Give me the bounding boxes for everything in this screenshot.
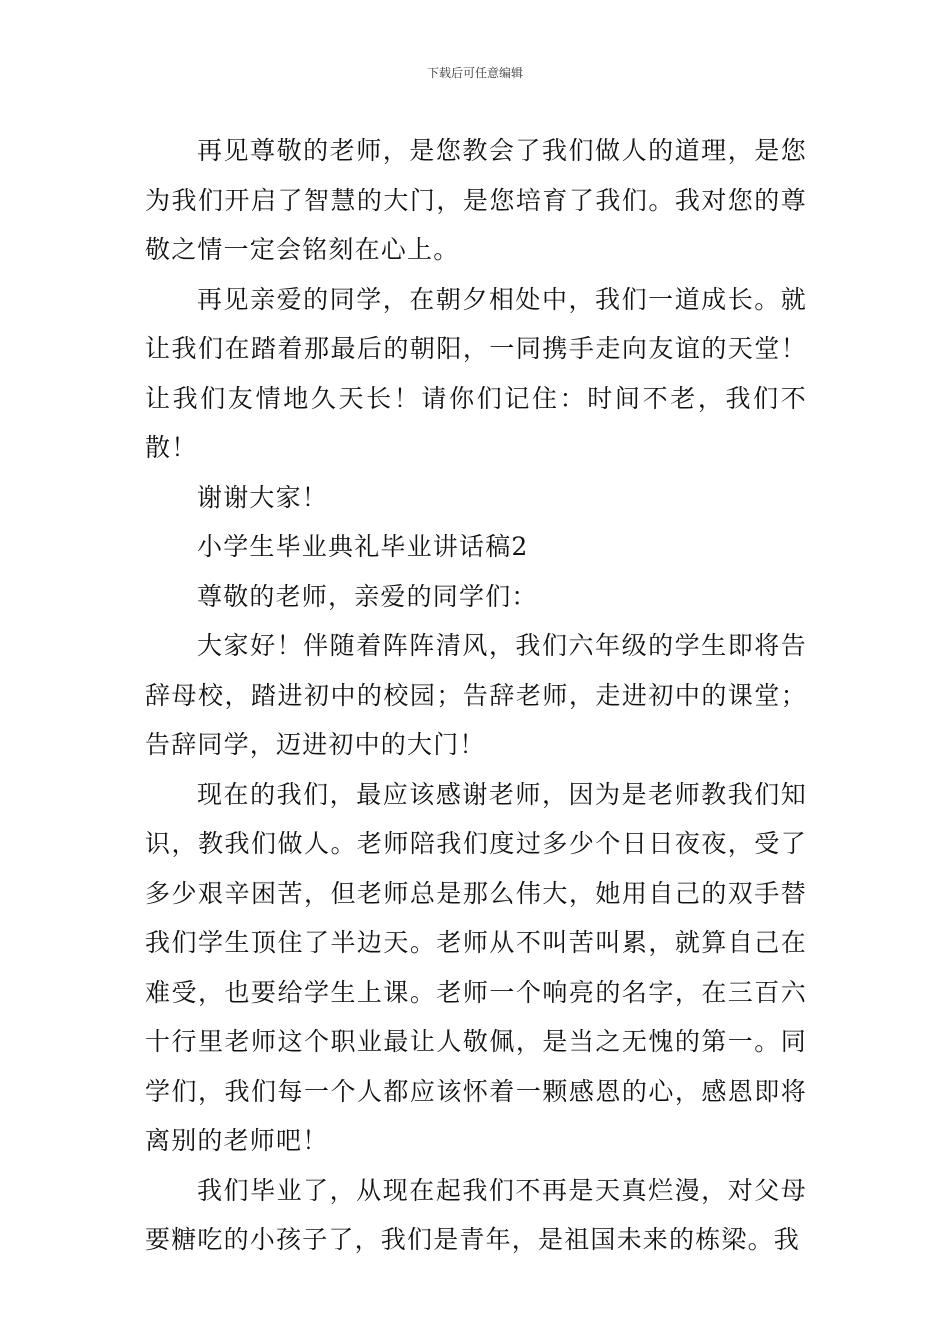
paragraph-thanks: 谢谢大家！ <box>197 482 329 512</box>
paragraph-farewell-teachers: 再见尊敬的老师，是您教会了我们做人的道理，是您为我们开启了智慧的大门，是您培育了我们。我对您的尊敬之情一定会铭刻在心上。 <box>145 136 807 264</box>
salutation: 尊敬的老师，亲爱的同学们： <box>197 581 538 611</box>
paragraph-thank-teachers: 现在的我们，最应该感谢老师，因为是老师教我们知识，教我们做人。老师陪我们度过多少个日日夜夜，受了多少艰辛困苦，但老师总是那么伟大，她用自己的双手替我们学生顶住了半边天。老师从不叫苦叫累，就算自己在难受，也要给学生上课。老师一个响亮的名字，在三百六十行里老师这个职业最让人敬佩，是当之无愧的第一。同学们，我们每一个人都应该怀着一颗感恩的心，感恩即将离别的老师吧！ <box>145 779 807 1155</box>
document-body <box>145 126 807 1265</box>
section-title: 小学生毕业典礼毕业讲话稿2 <box>197 532 529 561</box>
paragraph-greeting: 大家好！伴随着阵阵清风，我们六年级的学生即将告辞母校，踏进初中的校园；告辞老师，走进初中的课堂；告辞同学，迈进初中的大门！ <box>145 631 807 759</box>
paragraph-farewell-classmates: 再见亲爱的同学，在朝夕相处中，我们一道成长。就让我们在踏着那最后的朝阳，一同携手走向友谊的天堂！让我们友情地久天长！请你们记住：时间不老，我们不散！ <box>145 284 807 462</box>
paragraph-graduation: 我们毕业了，从现在起我们不再是天真烂漫，对父母要糖吃的小孩子了，我们是青年，是祖国未来的栋梁。我 <box>145 1175 807 1254</box>
page-header-note: 下载后可任意编辑 <box>426 66 523 80</box>
